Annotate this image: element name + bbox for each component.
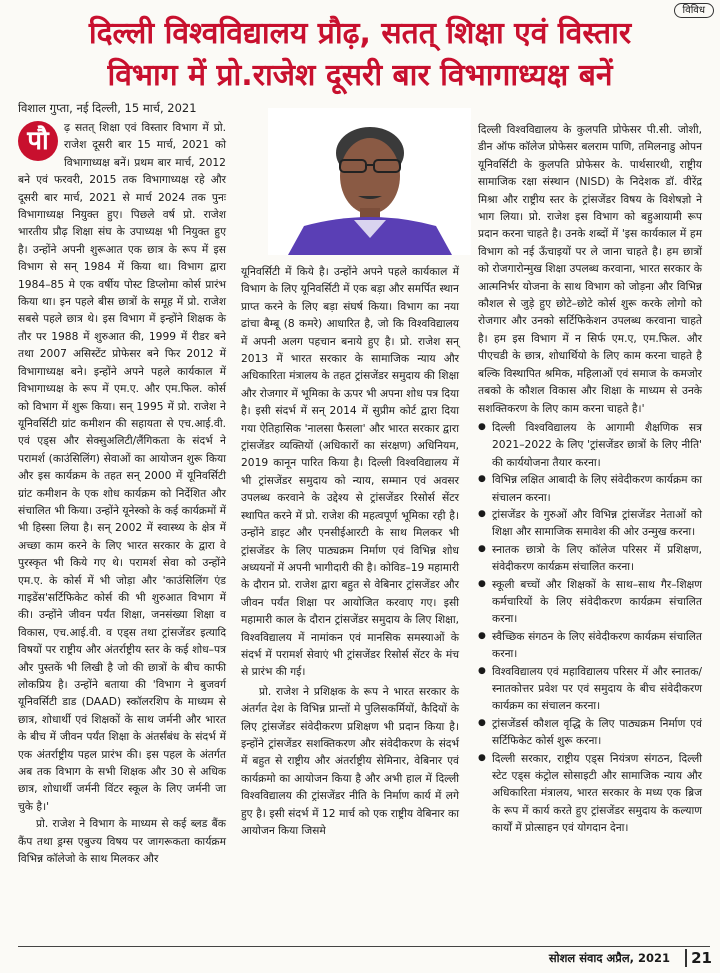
list-item: ● स्कूली बच्चों और शिक्षकों के साथ–साथ गैर–शिक्षण कर्मचारियों के लिए संवेदीकरण कार्यक्रम संचालित करना। xyxy=(478,576,702,628)
col3-paragraph-1: दिल्ली विश्वविद्यालय के कुलपति प्रोफेसर पी.सी. जोशी, डीन ऑफ कॉलेज प्रोफेसर बलराम पाणि, तमिलनाडु ओपन यूनिवर्सिटी के कुलपति प्रोफेसर के. पार्थसारथी, राष्ट्रीय सामाजिक रक्षा संस्थान (NISD) के निदेशक डॉ. वीरेंद्र मिश्रा और राष्ट्रीय स्तर के ट्रांसजेंडर विषय के विशेषज्ञो ने भाग लिया। प्रो. राजेश इस विभाग को बहुआयामी रूप प्रदान करना चाहते है। उनके शब्दों में 'इस कार्यकाल में हम विभाग को नई ऊँचाइयों पर ले जाना चाहते है। हम छात्रों को रोजगारोन्मुख शिक्षा उपलब्ध करवाना, भारत सरकार के आत्मनिर्भर योजना के साथ विभाग को जोड़ना और विभिन्न कौशल से जुड़े हुए छोटे–छोटे कोर्स शुरू करके लोगो को रोजगार और उनको सर्टिफिकेशन उपलब्ध करवाना चाहते है। हम इस विभाग में न सिर्फ एम.ए, एम.फिल. और पीएचडी के छात्र, शोधार्थियो के लिए काम करना चाहते है बल्कि विस्थापित श्रमिक, महिलाओं एवं समाज के कमजोर तबको के कौशल विकास और शिक्षा के माध्यम से उनके सशक्तिकरण के लिए काम करना चाहते है।' xyxy=(478,123,702,415)
article-column-1 xyxy=(18,119,226,867)
page-footer xyxy=(0,946,720,973)
col2-paragraph-2: प्रो. राजेश ने प्रशिक्षक के रूप ने भारत सरकार के अंतर्गत देश के विभिन्न प्रान्तों मे पुलिसकर्मियों, कैदियों के लिए ट्रांसजेंडर संवेदीकरण प्रशिक्षण भी प्रदान किया है। इन्होंने ट्रांसजेंडर सशक्तिकरण और संवेदीकरण के संदर्भ में बहुत से राष्ट्रीय और अंतर्राष्ट्रीय सेमिनार, वेबिनार एवं कार्यक्रमो का आयोजन किया है और अभी हाल में दिल्ली विश्वविद्यालय की ट्रांसजेंडर नीति के निर्माण कार्य में लगे हुए है। इसी संदर्भ में 12 मार्च को एक राष्ट्रीय वेबिनार का आयोजन किया जिसमे xyxy=(241,684,459,837)
lead-text: ढ़ सतत् शिक्षा एवं विस्तार विभाग में प्रो. राजेश दूसरी बार 15 मार्च, 2021 को विभागाध्यक्ष बनें। प्रथम बार मार्च, 2012 बने एवं फरवरी, 2015 तक विभागाध्यक्ष रहे और दूसरी बार मार्च, 2021 से मार्च 2024 तक पुनः विभागाध्यक्ष नियुक्त हुए। पिछले वर्ष प्रो. राजेश भारतीय प्रौढ़ शिक्षा संघ के उपाध्यक्ष भी नियुक्त हुए है। उन्होंने अपनी शुरूआत एक छात्र के रूप में इस विभाग से सन् 1984 में किया था। विभाग द्वारा 1984–85 मे एक वर्षीय पोस्ट डिप्लोमा कोर्स प्रारंभ किया था। इन पहले बीस छात्रों के समूह में प्रो. राजेश सबसे पहले छात्र थे। इस विभाग में इन्होंने शिक्षक के तौर पर 1988 में शुरुआत की, 1999 में रीडर बने तथा 2007 असिस्टेंट प्रोफेसर बने फिर 2012 में विभागाध्यक्ष बने। इन्होंने अपने पहले कार्यकाल में विभागाध्यक्ष के रूप में एम.ए. और एम.फिल. कोर्स को विभाग में शुरू किया। सन् 1995 में प्रो. राजेश ने यूनिवर्सिटी ग्रांट कमीशन की सहायता से एच.आई.वी. एवं एड्स और सेक्सुअलिटी/लैंगिकता के संदर्भ ने परामर्श (काउंसिलिंग) सेवाओं का आयोजन शुरू किया और इस कार्यक्रम के तहत सन् 2000 में यूनिवर्सिटी ग्रांट कमीशन के एक शोध कार्यक्रम को निर्देशित और संचालित भी किया। उन्होंने यूनेस्को के कई कार्यक्रमों में भी हिस्सा लिया है। सन् 2002 में स्वास्थ्य के क्षेत्र में अच्छा काम करने के लिए भारत सरकार के द्वारा वे पुरस्कृत भी किये गए थे। परामर्श सेवा को उन्होंने एम.ए. के कोर्स में भी जोड़ा और 'काउंसिलिंग एंड गाइडेंस'सर्टिफिकेट कोर्स की भी शुरुआत विभाग में की। उन्होंने जीवन पर्यंत शिक्षा, जनसंख्या शिक्षा व विकास, एच.आई.वी. व एड्स तथा ट्रांसजेंडर इत्यादि विषयों पर राष्ट्रीय और अंतर्राष्ट्रीय स्तर के कई शोध–पत्र और पुस्तकें भी लिखी है जो की छात्रों के बीच काफी लोकप्रिय है। उन्होंने बताया की 'विभाग ने बुजवर्ग यूनिवर्सिटी डाड (DAAD) स्कॉलरशिप के माध्यम से छात्र, शोधार्थी एवं शिक्षकों के साथ जर्मनी और भारत के बीच में जीवन पर्यंत शिक्षा के अंतर्संबंध के संदर्भ में एक अंतर्राष्ट्रीय पहल प्रारंभ की। इस पहल के अंतर्गत अब तक विभाग के सभी शिक्षक और 30 से अधिक छात्र, शोधार्थी जर्मनी विंटर स्कूल के लिए जर्मनी जा चुके है।' xyxy=(18,121,226,813)
article-column-2 xyxy=(241,263,459,839)
portrait-illustration xyxy=(268,108,471,255)
footer-divider xyxy=(18,946,710,947)
drop-cap: पौ xyxy=(18,121,58,161)
lead-paragraph xyxy=(18,119,226,815)
col1-paragraph-2: प्रो. राजेश ने विभाग के माध्यम से कई ब्लड बैंक कैंप तथा ड्रग्स एबुज्य विषय पर जागरूकता कार्यक्रम विभिन्न कॉलेजो के साथ मिलकर और xyxy=(18,817,226,866)
list-item: ● ट्रांसजेंडर के गुरुओं और विभिन्न ट्रांसजेंडर नेताओं को शिक्षा और सामाजिक समावेश की ओर उन्मुख करना। xyxy=(478,506,702,541)
portrait-photo xyxy=(268,108,471,255)
col2-paragraph-1: यूनिवर्सिटी में किये है। उन्होंने अपने पहले कार्यकाल में विभाग के लिए यूनिवर्सिटी में एक बड़ा और समर्पित स्थान प्राप्त करने के लिए बड़ा संघर्ष किया। विभाग का नया ढांचा बैम्बू (8 कमरे) आधारित है, जो कि विश्वविद्यालय में अपनी अलग पहचान बनाये हुए है। प्रो. राजेश सन् 2013 में भारत सरकार के सामाजिक न्याय और अधिकारिता मंत्रालय के तहत ट्रांसजेंडर समुदाय की शिक्षा और रोजगार में भूमिका के ऊपर भी अपना शोध पत्र दिया है। इसी संदर्भ में सन् 2014 में सुप्रीम कोर्ट द्वारा दिया गया ऐतिहासिक 'नालसा फैसला' और भारत सरकार द्वारा ट्रांसजेंडर व्यक्तियों (अधिकारों का संरक्षण) अधिनियम, 2019 कानून पारित किया है। दिल्ली विश्वविद्यालय में भी ट्रांसजेंडर समुदाय को न्याय, सम्मान एवं अवसर उपलब्ध करवाने के उद्देश्य से ट्रांसजेंडर रिसोर्स सेंटर स्थापित करने में प्रो. राजेश की महत्वपूर्ण भूमिका रही है। उन्होंने डाइट और एनसीईआरटी के साथ मिलकर भी ट्रांसजेंडर के लिए पाठ्यक्रम निर्माण एवं विभिन्न शोध अध्ययनों में अपनी भागीदारी की है। कोविड–19 महामारी के दौरान प्रो. राजेश द्वारा बहुत से वेबिनार ट्रांसजेंडर और जीवन पर्यंत शिक्षा पर आयोजित करवाए गए। इसी महामारी काल के दौरान ट्रांसजेंडर समुदाय के लिए शिक्षा, विश्वविद्यालय में नामांकन एवं मानसिक समस्याओं के संदर्भ में परामर्श सेवाएं भी ट्रांसजेंडर रिसोर्स सेंटर के मंच से प्रारंभ की गई। xyxy=(241,265,459,679)
list-item: ● ट्रांसजेंडर्स कौशल वृद्धि के लिए पाठ्यक्रम निर्माण एवं सर्टिफिकेट कोर्स शुरू करना। xyxy=(478,715,702,750)
list-item: ● दिल्ली विश्वविद्यालय के आगामी शैक्षणिक सत्र 2021–2022 के लिए 'ट्रांसजेंडर छात्रों के लिए नीति' की कार्ययोजना तैयार करना। xyxy=(478,419,702,471)
section-tag: विविध xyxy=(674,3,714,18)
list-item: ● स्वैच्छिक संगठन के लिए संवेदीकरण कार्यक्रम संचालित करना। xyxy=(478,628,702,663)
page-number: 21 xyxy=(685,949,712,967)
magazine-name: सोशल संवाद अप्रैल, 2021 xyxy=(548,951,670,965)
list-item: ● विश्वविद्यालय एवं महाविद्यालय परिसर में और स्नातक/स्नातकोत्तर प्रवेश पर एवं समुदाय के बीच संवेदीकरण कार्यक्रम का संचालन करना। xyxy=(478,663,702,715)
list-item: ● दिल्ली सरकार, राष्ट्रीय एड्स नियंत्रण संगठन, दिल्ली स्टेट एड्स कंट्रोल सोसाइटी और सामाजिक न्याय और अधिकारिता मंत्रालय, भारत सरकार के मध्य एक ब्रिज के रूप में कार्य करते हुए ट्रांसजेंडर समुदाय के कल्याण कार्यों में प्रोत्साहन एवं योगदान देना। xyxy=(478,750,702,837)
list-item: ● विभिन्न लक्षित आबादी के लिए संवेदीकरण कार्यक्रम का संचालन करना। xyxy=(478,471,702,506)
list-item: ● स्नातक छात्रो के लिए कॉलेज परिसर में प्रशिक्षण, संवेदीकरण कार्यक्रम संचालित करना। xyxy=(478,541,702,576)
byline: विशाल गुप्ता, नई दिल्ली, 15 मार्च, 2021 xyxy=(18,101,197,115)
headline-line-2: विभाग में प्रो.राजेश दूसरी बार विभागाध्यक्ष बनें xyxy=(107,58,613,93)
goals-list xyxy=(478,419,702,837)
article-column-3 xyxy=(478,121,702,837)
headline-line-1: दिल्ली विश्वविद्यालय प्रौढ़, सतत् शिक्षा एवं विस्तार xyxy=(88,16,632,51)
